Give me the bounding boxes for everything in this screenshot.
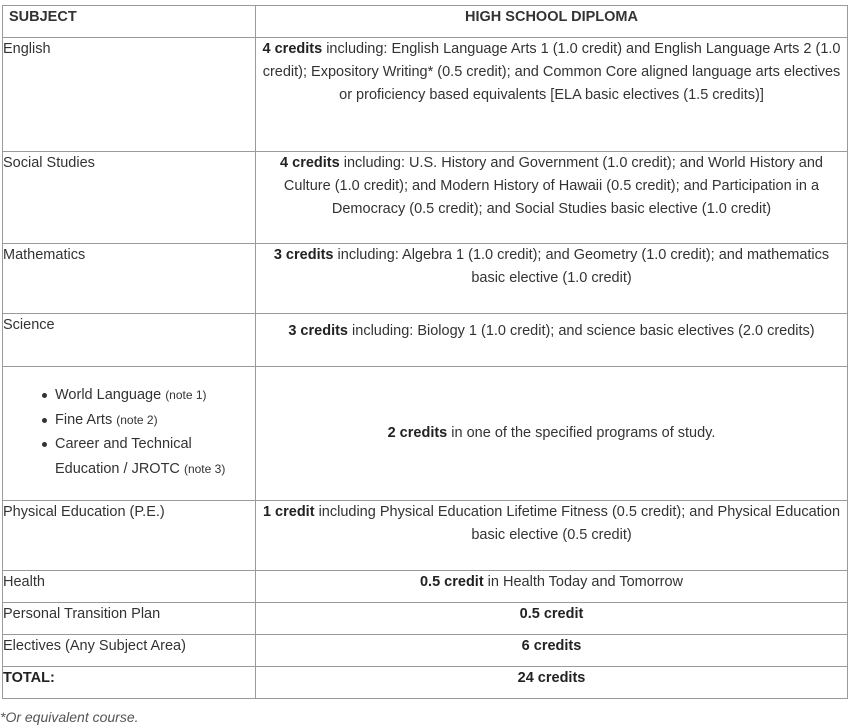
- requirement-cell: [256, 152, 848, 244]
- subject-cell: Social Studies: [3, 152, 256, 244]
- requirement-cell: [256, 38, 848, 152]
- total-cell: [256, 667, 848, 699]
- credit-amount: 3 credits: [288, 323, 348, 339]
- credit-amount: 6 credits: [521, 638, 582, 654]
- list-item-label: Fine Arts: [55, 411, 113, 428]
- subject-cell: Mathematics: [3, 244, 256, 314]
- header-subject: SUBJECT: [3, 6, 256, 38]
- total-credits: 24 credits: [517, 670, 586, 686]
- list-item-label: World Language: [55, 387, 162, 403]
- requirement-text: including: Algebra 1 (1.0 credit); and Geometry (1.0 credit); and mathematics basic elective (1.0 credit): [333, 247, 830, 286]
- credit-amount: 4 credits: [262, 41, 323, 57]
- table-row: [3, 501, 848, 571]
- list-item-note: (note 3): [183, 461, 226, 476]
- requirement-text: in one of the specified programs of study.: [447, 425, 716, 441]
- table-row: [3, 635, 848, 667]
- requirement-text: including: U.S. History and Government (1.0 credit); and World History and Culture (1.0 credit); and Modern History of Hawaii (0.5 credit); and Participation in a Democracy (0.5 credit); and Social Studies basic elective (1.0 credit): [283, 155, 823, 217]
- requirement-text: including: English Language Arts 1 (1.0 credit) and English Language Arts 2 (1.0 credit); Expository Writing* (0.5 credit); and Common Core aligned language arts electives or proficiency based equivalents [ELA basic electives (1.5 credits)]: [262, 41, 841, 103]
- list-item: [55, 408, 255, 433]
- credit-amount: 4 credits: [280, 155, 340, 171]
- credit-amount: 0.5 credit: [419, 574, 484, 590]
- list-item-note: (note 2): [116, 412, 158, 427]
- credit-amount: 3 credits: [273, 247, 334, 263]
- footnote: *Or equivalent course.: [0, 709, 139, 725]
- table-row: [3, 314, 848, 367]
- requirement-cell: [256, 635, 848, 667]
- requirement-cell: [256, 244, 848, 314]
- subject-cell: Personal Transition Plan: [3, 603, 256, 635]
- table-row: [3, 367, 848, 501]
- table-row: [3, 571, 848, 603]
- subject-cell: Electives (Any Subject Area): [3, 635, 256, 667]
- header-diploma: HIGH SCHOOL DIPLOMA: [256, 6, 848, 38]
- list-item-label: Career and Technical Education / JROTC: [55, 436, 192, 477]
- list-item-note: (note 1): [165, 388, 207, 402]
- credit-amount: 0.5 credit: [519, 606, 584, 622]
- table-header-row: [3, 6, 848, 38]
- subject-list-cell: [3, 367, 256, 501]
- subject-cell: Science: [3, 314, 256, 367]
- list-item: [55, 383, 255, 408]
- requirement-text: including Physical Education Lifetime Fitness (0.5 credit); and Physical Education basic elective (0.5 credit): [314, 504, 841, 543]
- requirement-text: including: Biology 1 (1.0 credit); and science basic electives (2.0 credits): [348, 323, 815, 339]
- requirement-cell: [256, 367, 848, 501]
- table-row: [3, 603, 848, 635]
- subject-cell: English: [3, 38, 256, 152]
- table-row: [3, 38, 848, 152]
- list-item: [55, 432, 255, 481]
- total-row: [3, 667, 848, 699]
- table-row: [3, 244, 848, 314]
- total-label: TOTAL:: [3, 667, 256, 699]
- table-row: [3, 152, 848, 244]
- requirement-cell: [256, 571, 848, 603]
- credit-amount: 2 credits: [387, 425, 448, 441]
- subject-cell: Health: [3, 571, 256, 603]
- requirement-cell: [256, 501, 848, 571]
- requirement-cell: [256, 603, 848, 635]
- requirement-cell: [256, 314, 848, 367]
- subject-list: [3, 383, 255, 481]
- subject-cell: Physical Education (P.E.): [3, 501, 256, 571]
- diploma-requirements-table: [2, 5, 848, 699]
- credit-amount: 1 credit: [262, 504, 315, 520]
- requirement-text: in Health Today and Tomorrow: [483, 574, 684, 590]
